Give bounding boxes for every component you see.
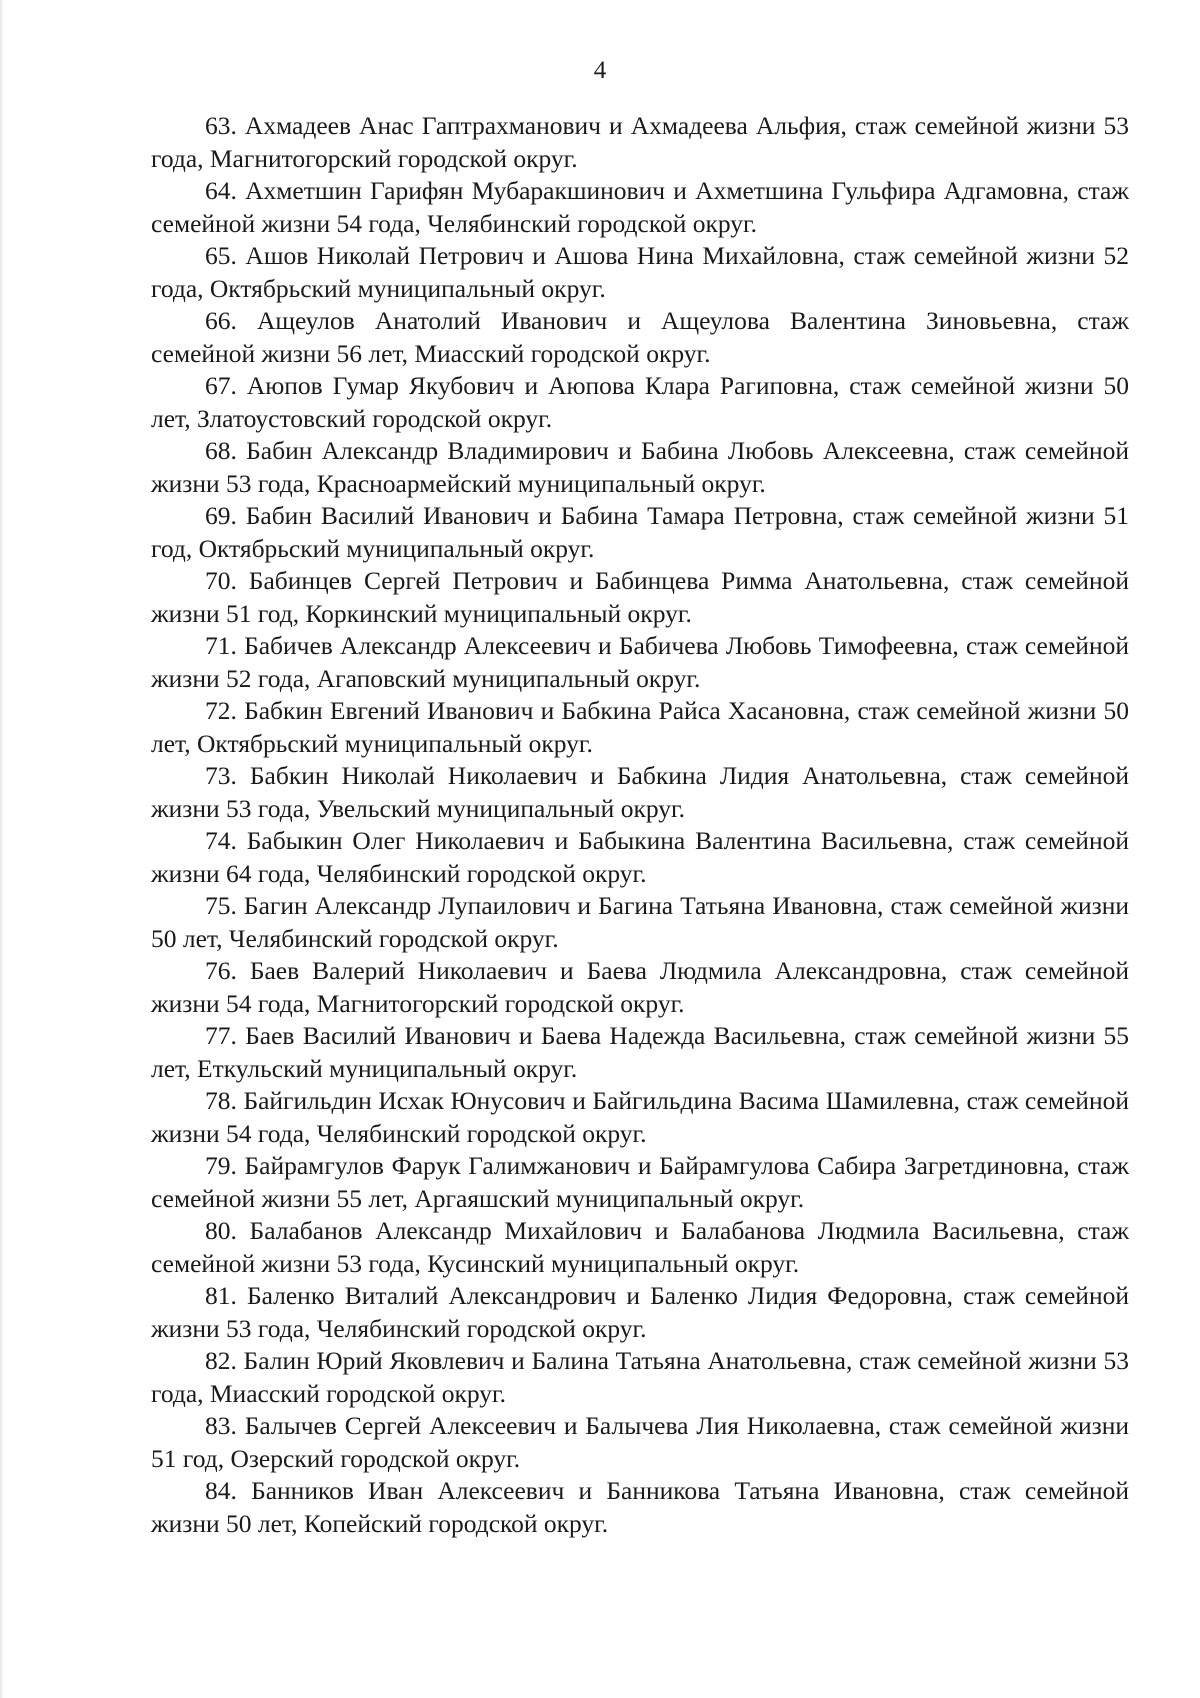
list-item: 84. Банников Иван Алексеевич и Банникова Татьяна Ивановна, стаж семейной жизни 50 лет, Копейский городской округ. — [151, 1476, 1136, 1538]
list-item: 70. Бабинцев Сергей Петрович и Бабинцева Римма Анатольевна, стаж семейной жизни 51 год, Коркинский муниципальный округ. — [151, 566, 1136, 628]
list-item: 64. Ахметшин Гарифян Мубаракшинович и Ахметшина Гульфира Адгамовна, стаж семейной жизни 54 года, Челябинский городской округ. — [151, 176, 1136, 238]
list-item: 80. Балабанов Александр Михайлович и Балабанова Людмила Васильевна, стаж семейной жизни 53 года, Кусинский муниципальный округ. — [151, 1216, 1136, 1278]
page-number: 4 — [593, 57, 607, 84]
entry-list — [151, 110, 1136, 1540]
list-item: 78. Байгильдин Исхак Юнусович и Байгильдина Васима Шамилевна, стаж семейной жизни 54 года, Челябинский городской округ. — [151, 1086, 1136, 1148]
list-item: 77. Баев Василий Иванович и Баева Надежда Васильевна, стаж семейной жизни 55 лет, Еткульский муниципальный округ. — [151, 1021, 1136, 1083]
list-item: 71. Бабичев Александр Алексеевич и Бабичева Любовь Тимофеевна, стаж семейной жизни 52 года, Агаповский муниципальный округ. — [151, 631, 1136, 693]
list-item: 83. Балычев Сергей Алексеевич и Балычева Лия Николаевна, стаж семейной жизни 51 год, Озерский городской округ. — [151, 1411, 1136, 1473]
list-item: 65. Ашов Николай Петрович и Ашова Нина Михайловна, стаж семейной жизни 52 года, Октябрьский муниципальный округ. — [151, 241, 1136, 303]
list-item: 72. Бабкин Евгений Иванович и Бабкина Райса Хасановна, стаж семейной жизни 50 лет, Октябрьский муниципальный округ. — [151, 696, 1136, 758]
list-item: 74. Бабыкин Олег Николаевич и Бабыкина Валентина Васильевна, стаж семейной жизни 64 года, Челябинский городской округ. — [151, 826, 1136, 888]
list-item: 82. Балин Юрий Яковлевич и Балина Татьяна Анатольевна, стаж семейной жизни 53 года, Миасский городской округ. — [151, 1346, 1136, 1408]
list-item: 75. Багин Александр Лупаилович и Багина Татьяна Ивановна, стаж семейной жизни 50 лет, Челябинский городской округ. — [151, 891, 1136, 953]
list-item: 66. Ащеулов Анатолий Иванович и Ащеулова Валентина Зиновьевна, стаж семейной жизни 56 лет, Миасский городской округ. — [151, 306, 1136, 368]
list-item: 79. Байрамгулов Фарук Галимжанович и Байрамгулова Сабира Загретдиновна, стаж семейной жизни 55 лет, Аргаяшский муниципальный округ. — [151, 1151, 1136, 1213]
scan-edge-shadow — [0, 0, 4, 1698]
list-item: 81. Баленко Виталий Александрович и Баленко Лидия Федоровна, стаж семейной жизни 53 года, Челябинский городской округ. — [151, 1281, 1136, 1343]
list-item: 73. Бабкин Николай Николаевич и Бабкина Лидия Анатольевна, стаж семейной жизни 53 года, Увельский муниципальный округ. — [151, 761, 1136, 823]
list-item: 67. Аюпов Гумар Якубович и Аюпова Клара Рагиповна, стаж семейной жизни 50 лет, Златоустовский городской округ. — [151, 371, 1136, 433]
list-item: 69. Бабин Василий Иванович и Бабина Тамара Петровна, стаж семейной жизни 51 год, Октябрьский муниципальный округ. — [151, 501, 1136, 563]
list-item: 68. Бабин Александр Владимирович и Бабина Любовь Алексеевна, стаж семейной жизни 53 года, Красноармейский муниципальный округ. — [151, 436, 1136, 498]
list-item: 63. Ахмадеев Анас Гаптрахманович и Ахмадеева Альфия, стаж семейной жизни 53 года, Магнитогорский городской округ. — [151, 111, 1136, 173]
list-item: 76. Баев Валерий Николаевич и Баева Людмила Александровна, стаж семейной жизни 54 года, Магнитогорский городской округ. — [151, 956, 1136, 1018]
